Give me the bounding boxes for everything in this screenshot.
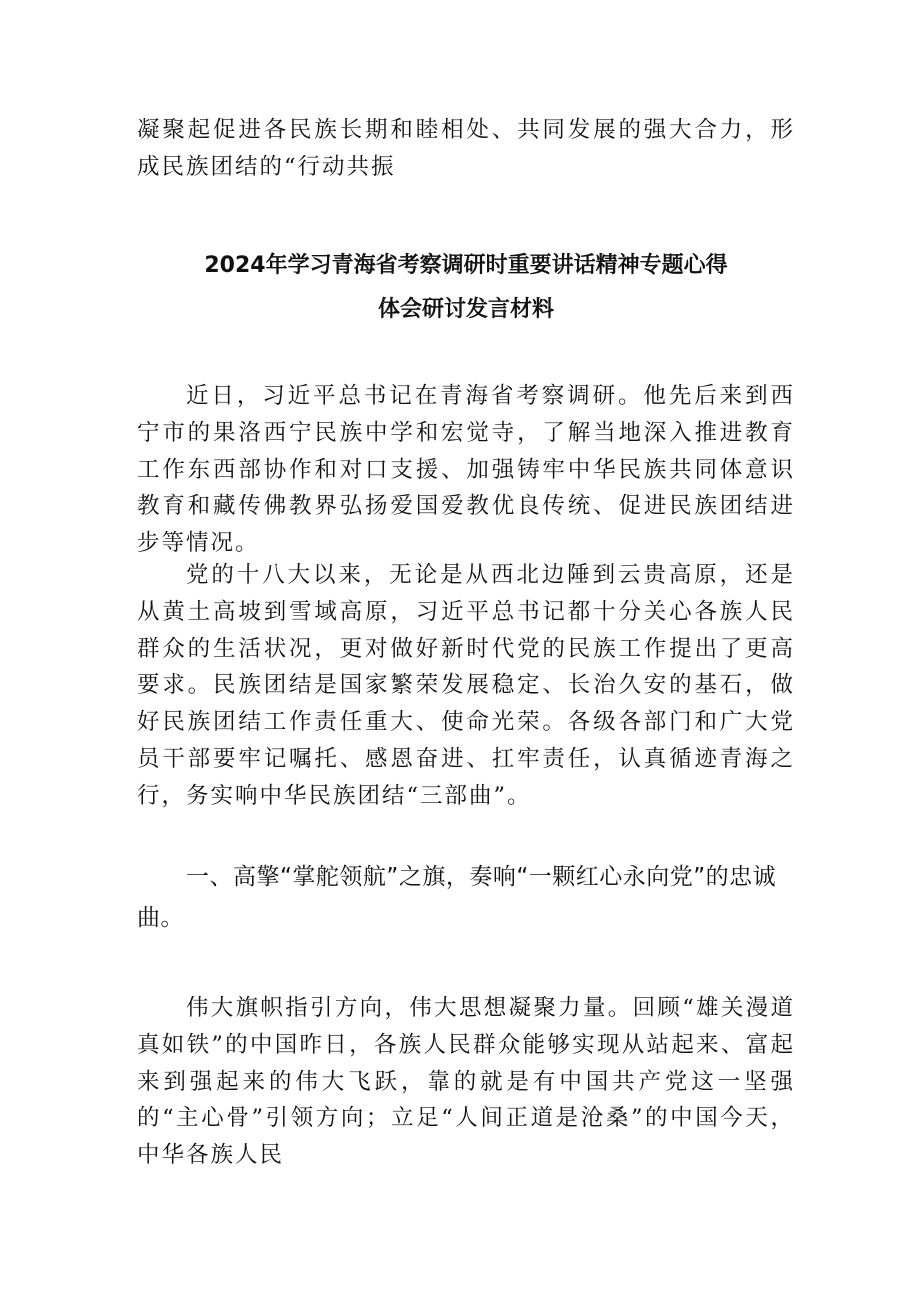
title-line-2: 体会研讨发言材料 [377, 297, 554, 322]
document-title [137, 244, 795, 332]
body-paragraph-2-block [137, 557, 795, 815]
section-heading-1-block [137, 857, 795, 939]
body-paragraph-3-block [137, 990, 795, 1174]
body-paragraph-3: 伟大旗帜指引方向，伟大思想凝聚力量。回顾“雄关漫道真如铁”的中国昨日，各族人民群众能够实现从站起来、富起来到强起来的伟大飞跃，靠的就是有中国共产党这一坚强的“主心骨”引领方向；立足“人间正道是沧桑”的中国今天，中华各族人民 [137, 995, 795, 1169]
title-line-1: 2024年学习青海省考察调研时重要讲话精神专题心得 [204, 253, 728, 278]
intro-fragment-block [137, 112, 795, 186]
intro-fragment: 凝聚起促进各民族长期和睦相处、共同发展的强大合力，形成民族团结的“行动共振 [137, 117, 795, 180]
body-paragraph-1: 近日，习近平总书记在青海省考察调研。他先后来到西宁市的果洛西宁民族中学和宏觉寺，了解当地深入推进教育工作东西部协作和对口支援、加强铸牢中华民族共同体意识教育和藏传佛教界弘扬爱国爱教优良传统、促进民族团结进步等情况。 [137, 383, 795, 557]
body-paragraph-1-block [137, 378, 795, 562]
section-heading-1: 一、高擎“掌舵领航”之旗，奏响“一颗红心永向党”的忠诚曲。 [137, 864, 777, 931]
body-paragraph-2: 党的十八大以来，无论是从西北边陲到云贵高原，还是从黄土高坡到雪域高原，习近平总书记都十分关心各族人民群众的生活状况，更对做好新时代党的民族工作提出了更高要求。民族团结是国家繁荣发展稳定、长治久安的基石，做好民族团结工作责任重大、使命光荣。各级各部门和广大党员干部要牢记嘱托、感恩奋进、扛牢责任，认真循迹青海之行，务实响中华民族团结“三部曲”。 [137, 562, 795, 809]
